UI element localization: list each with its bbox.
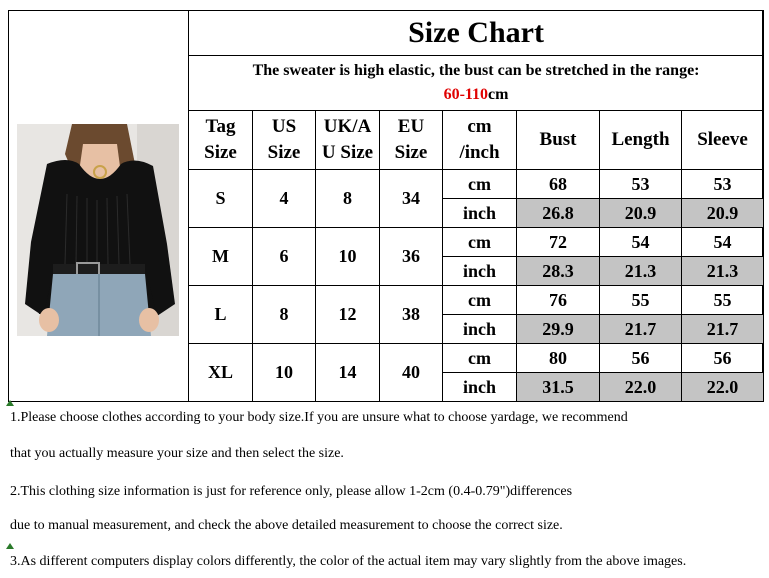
tag-size-cell: XL bbox=[189, 344, 253, 402]
unit-inch-cell: inch bbox=[443, 199, 517, 228]
length-cm-cell: 56 bbox=[600, 344, 682, 373]
bust-inch-cell: 29.9 bbox=[517, 315, 600, 344]
tag-size-cell: S bbox=[189, 170, 253, 228]
sleeve-inch-cell: 22.0 bbox=[682, 373, 764, 402]
product-photo bbox=[17, 124, 179, 336]
chart-title: Size Chart bbox=[189, 11, 764, 56]
sleeve-inch-cell: 21.3 bbox=[682, 257, 764, 286]
header-unit: cm /inch bbox=[443, 111, 517, 170]
uk-size-cell: 14 bbox=[316, 344, 380, 402]
header-eu-size: EU Size bbox=[380, 111, 443, 170]
length-cm-cell: 55 bbox=[600, 286, 682, 315]
us-size-cell: 6 bbox=[253, 228, 316, 286]
unit-cm-cell: cm bbox=[443, 286, 517, 315]
length-inch-cell: 21.3 bbox=[600, 257, 682, 286]
elasticity-range: 60-110 bbox=[443, 86, 489, 103]
elasticity-unit: cm bbox=[488, 86, 509, 103]
header-uk-au-size: UK/A U Size bbox=[316, 111, 380, 170]
elasticity-text: The sweater is high elastic, the bust can be stretched in the range: bbox=[252, 62, 700, 79]
length-cm-cell: 54 bbox=[600, 228, 682, 257]
unit-inch-cell: inch bbox=[443, 257, 517, 286]
note-line: 3.As different computers display colors differently, the color of the actual item may vary slightly from the above images. bbox=[10, 554, 687, 569]
unit-cm-cell: cm bbox=[443, 344, 517, 373]
sleeve-cm-cell: 56 bbox=[682, 344, 764, 373]
unit-cm-cell: cm bbox=[443, 170, 517, 199]
sleeve-inch-cell: 20.9 bbox=[682, 199, 764, 228]
bust-inch-cell: 28.3 bbox=[517, 257, 600, 286]
green-tick-marker bbox=[6, 400, 14, 406]
length-cm-cell: 53 bbox=[600, 170, 682, 199]
us-size-cell: 4 bbox=[253, 170, 316, 228]
bust-inch-cell: 31.5 bbox=[517, 373, 600, 402]
us-size-cell: 10 bbox=[253, 344, 316, 402]
tag-size-cell: M bbox=[189, 228, 253, 286]
note-line: 2.This clothing size information is just for reference only, please allow 1-2cm (0.4-0.79")differences bbox=[10, 484, 573, 499]
unit-inch-cell: inch bbox=[443, 315, 517, 344]
model-sweater-image bbox=[17, 124, 179, 336]
table-row bbox=[189, 344, 764, 373]
sleeve-inch-cell: 21.7 bbox=[682, 315, 764, 344]
sleeve-cm-cell: 53 bbox=[682, 170, 764, 199]
note-line: due to manual measurement, and check the above detailed measurement to choose the correct size. bbox=[10, 518, 563, 533]
bust-cm-cell: 80 bbox=[517, 344, 600, 373]
header-length: Length bbox=[600, 111, 682, 170]
eu-size-cell: 36 bbox=[380, 228, 443, 286]
eu-size-cell: 38 bbox=[380, 286, 443, 344]
uk-size-cell: 12 bbox=[316, 286, 380, 344]
sleeve-cm-cell: 54 bbox=[682, 228, 764, 257]
table-row bbox=[189, 286, 764, 315]
elasticity-note bbox=[189, 56, 764, 111]
us-size-cell: 8 bbox=[253, 286, 316, 344]
eu-size-cell: 40 bbox=[380, 344, 443, 402]
header-bust: Bust bbox=[517, 111, 600, 170]
bust-cm-cell: 72 bbox=[517, 228, 600, 257]
note-line: that you actually measure your size and then select the size. bbox=[10, 446, 344, 461]
bust-cm-cell: 68 bbox=[517, 170, 600, 199]
table-row bbox=[189, 228, 764, 257]
length-inch-cell: 22.0 bbox=[600, 373, 682, 402]
uk-size-cell: 8 bbox=[316, 170, 380, 228]
sleeve-cm-cell: 55 bbox=[682, 286, 764, 315]
unit-inch-cell: inch bbox=[443, 373, 517, 402]
length-inch-cell: 21.7 bbox=[600, 315, 682, 344]
bust-cm-cell: 76 bbox=[517, 286, 600, 315]
note-line: 1.Please choose clothes according to your body size.If you are unsure what to choose yardage, we recommend bbox=[10, 410, 628, 425]
green-tick-marker bbox=[6, 543, 14, 549]
eu-size-cell: 34 bbox=[380, 170, 443, 228]
header-sleeve: Sleeve bbox=[682, 111, 764, 170]
uk-size-cell: 10 bbox=[316, 228, 380, 286]
header-tag-size: Tag Size bbox=[189, 111, 253, 170]
unit-cm-cell: cm bbox=[443, 228, 517, 257]
table-row bbox=[189, 170, 764, 199]
tag-size-cell: L bbox=[189, 286, 253, 344]
size-chart-table bbox=[188, 10, 764, 402]
bust-inch-cell: 26.8 bbox=[517, 199, 600, 228]
length-inch-cell: 20.9 bbox=[600, 199, 682, 228]
header-us-size: US Size bbox=[253, 111, 316, 170]
header-row bbox=[189, 111, 764, 170]
